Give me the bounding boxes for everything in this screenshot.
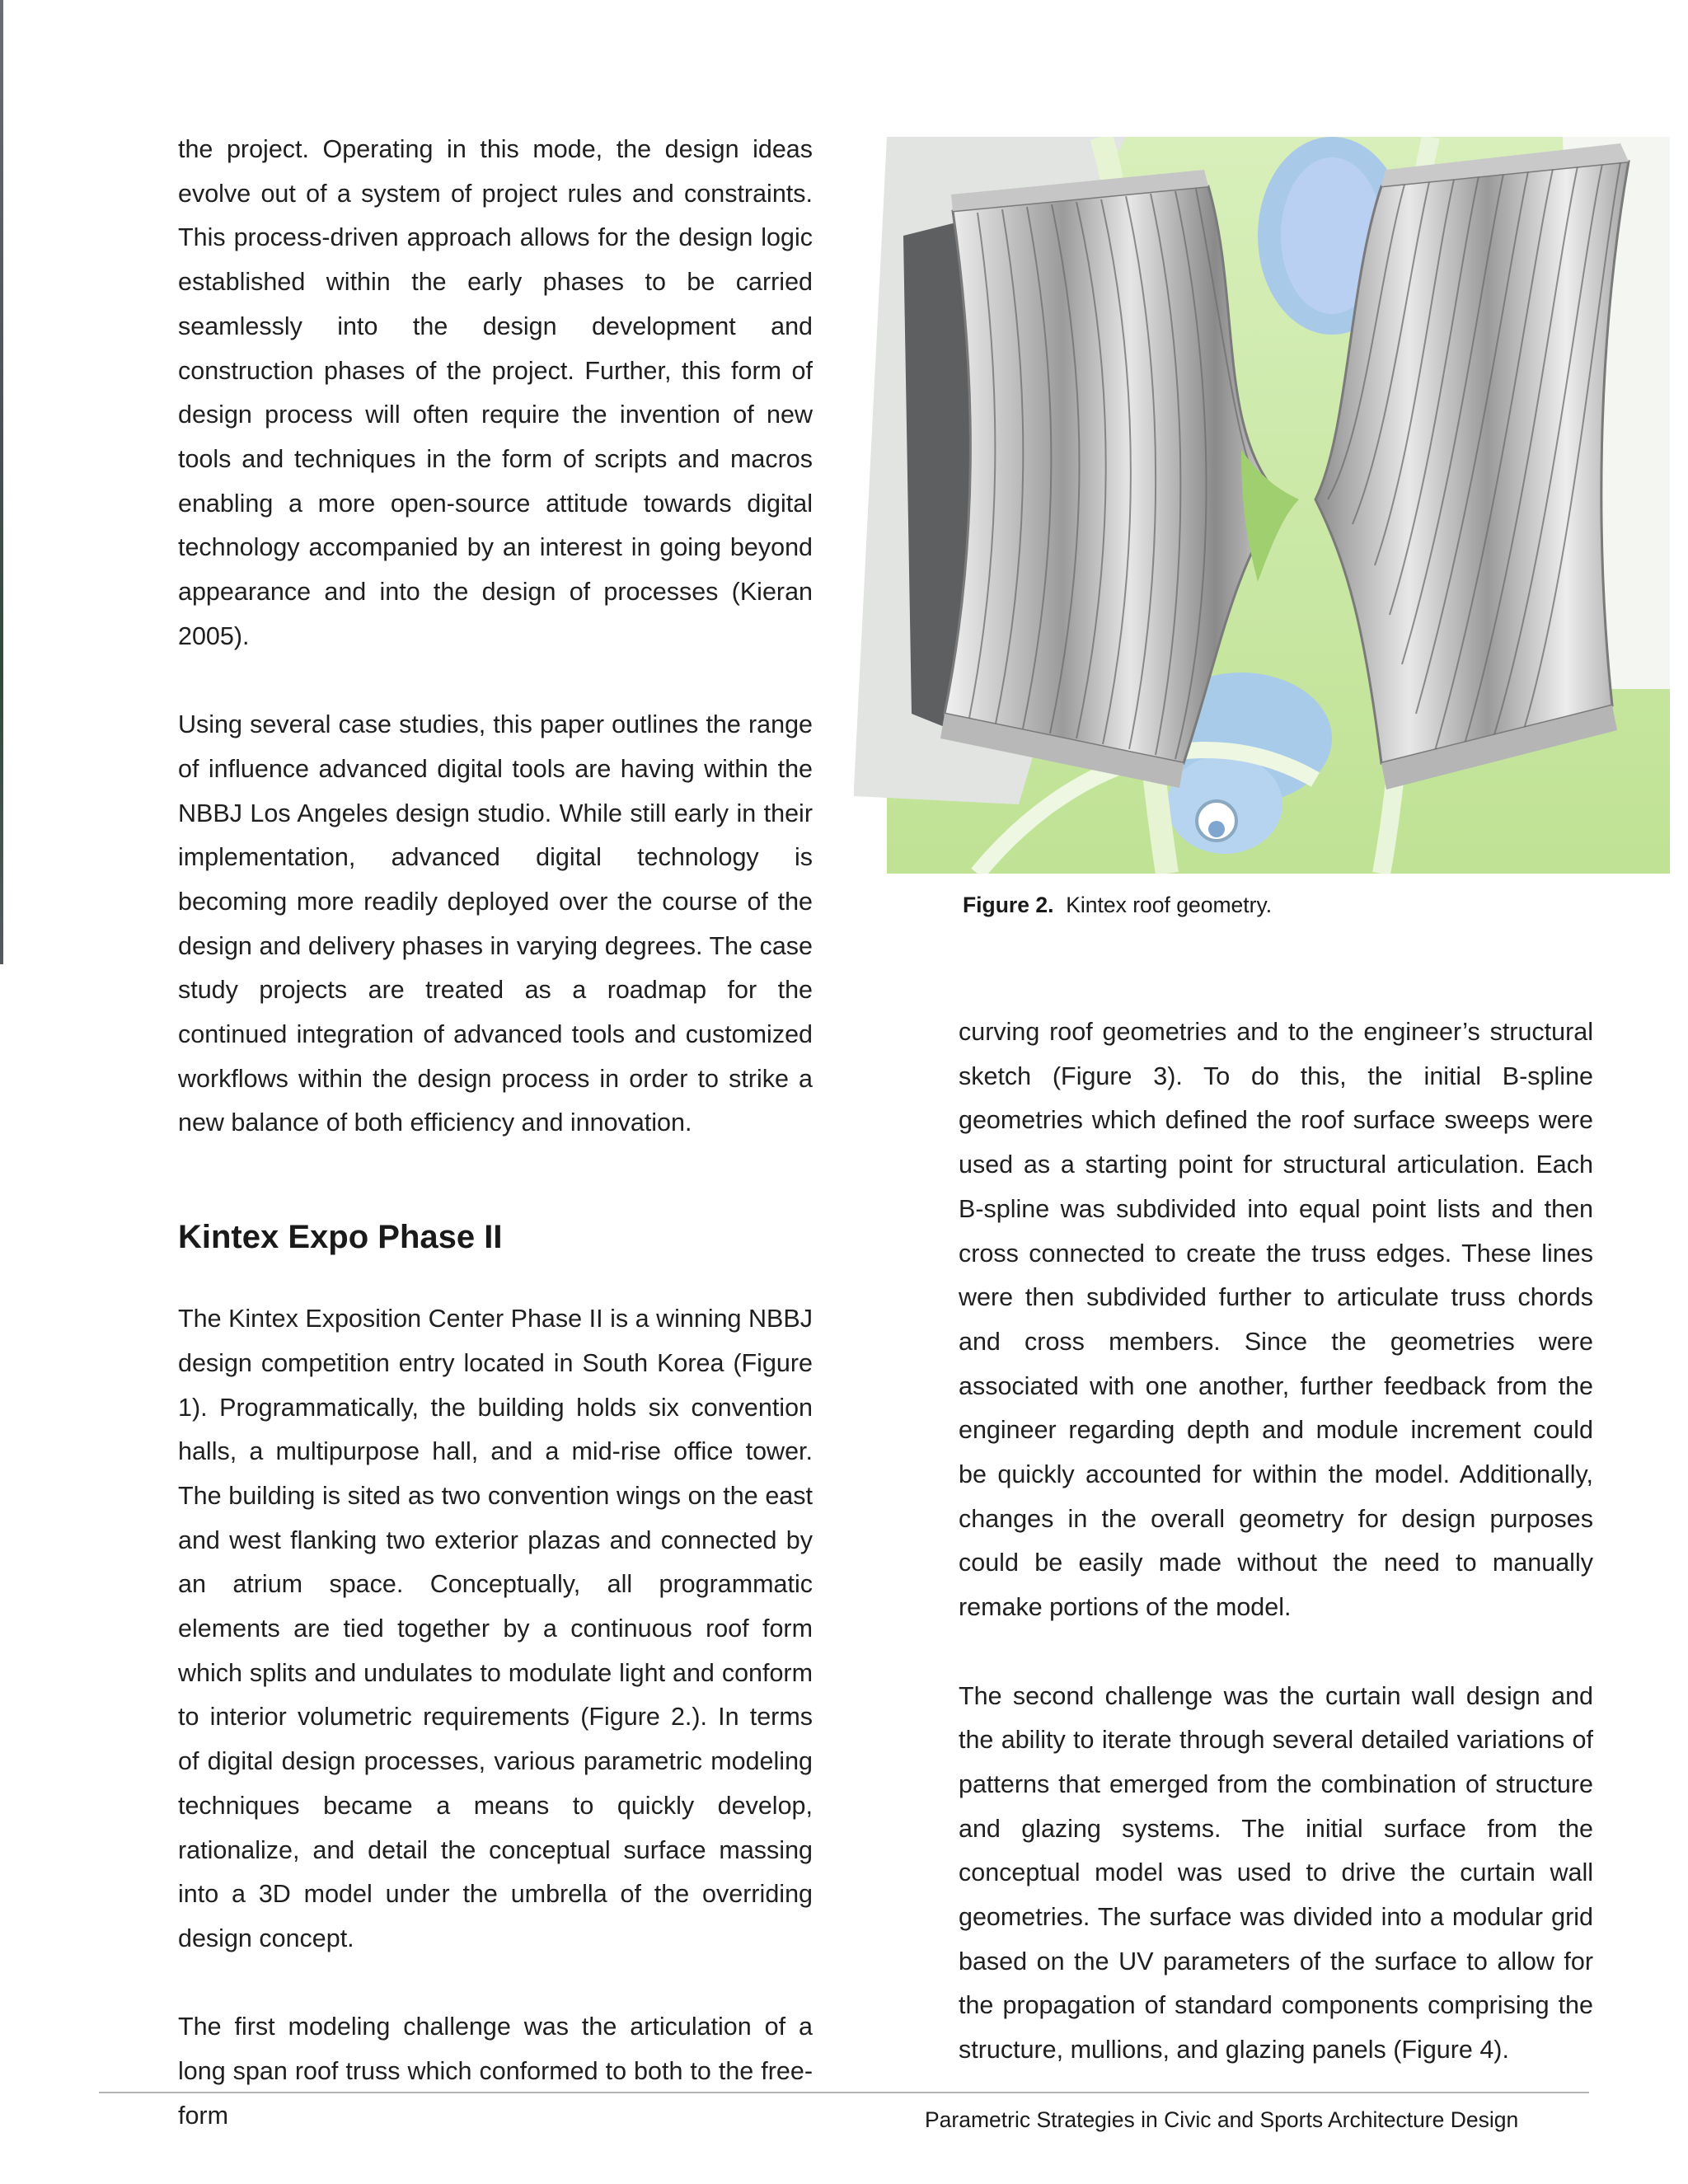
figure-kintex-roof: [854, 137, 1670, 874]
body-paragraph: Using several case studies, this paper outlines the range of influence advanced digital tools are having within the NBBJ Los Angeles design studio. While still early in their implementation, advanced digital technology is becoming more readily deployed over the course of the design and delivery phases in varying degrees. The case study projects are treated as a roadmap for the continued integration of advanced tools and customized workflows within the design process in order to strike a new balance of both efficiency and innovation.: [178, 710, 813, 1137]
body-paragraph: The first modeling challenge was the articulation of a long span roof truss which conformed to both to the free-form: [178, 2013, 813, 2130]
roof-geometry-illustration: [854, 137, 1670, 874]
left-text-column: [178, 128, 813, 2139]
body-paragraph: The second challenge was the curtain wall design and the ability to iterate through several detailed variations of patterns that emerged from the combination of structure and glazing systems. The initial surface from the conceptual model was used to drive the curtain wall geometries. The surface was divided into a modular grid based on the UV parameters of the surface to allow for the propagation of standard components comprising the structure, mullions, and glazing panels (Figure 4).: [959, 1681, 1593, 2064]
right-text-column: [959, 1010, 1593, 2073]
body-paragraph: The Kintex Exposition Center Phase II is a winning NBBJ design competition entry located in South Korea (Figure 1). Programmatically, the building holds six convention halls, a multipurpose hall, and a mid-rise office tower. The building is sited as two convention wings on the east and west flanking two exterior plazas and connected by an atrium space. Conceptually, all programmatic elements are tied together by a continuous roof form which splits and undulates to modulate light and conform to interior volumetric requirements (Figure 2.). In terms of digital design processes, various parametric modeling techniques became a means to quickly develop, rationalize, and detail the conceptual surface massing into a 3D model under the umbrella of the overriding design concept.: [178, 1305, 813, 1952]
page-edge-shadow: [0, 0, 3, 964]
section-heading: Kintex Expo Phase II: [178, 1219, 503, 1256]
figure-caption-text: Kintex roof geometry.: [1066, 893, 1273, 917]
running-footer: Parametric Strategies in Civic and Sports Architecture Design: [925, 2107, 1519, 2132]
body-paragraph: the project. Operating in this mode, the design ideas evolve out of a system of project rules and constraints. This process-driven approach allows for the design logic established within the early phases to be carried seamlessly into the design development and construction phases of the project. Further, this form of design process will often require the invention of new tools and techniques in the form of scripts and macros enabling a more open-source attitude towards digital technology accompanied by an interest in going beyond appearance and into the design of processes (Kieran 2005).: [178, 135, 813, 650]
body-paragraph: curving roof geometries and to the engineer’s structural sketch (Figure 3). To do this, the initial B-spline geometries which defined the roof surface sweeps were used as a starting point for structural articulation. Each B-spline was subdivided into equal point lists and then cross connected to create the truss edges. These lines were then subdivided further to articulate truss chords and cross members. Since the geometries were associated with one another, further feedback from the engineer regarding depth and module increment could be quickly accounted for within the model. Additionally, changes in the overall geometry for design purposes could be easily made without the need to manually remake portions of the model.: [959, 1018, 1593, 1622]
footer-rule: [99, 2092, 1589, 2093]
figure-caption: [963, 889, 1272, 921]
figure-label: Figure 2.: [963, 893, 1054, 917]
